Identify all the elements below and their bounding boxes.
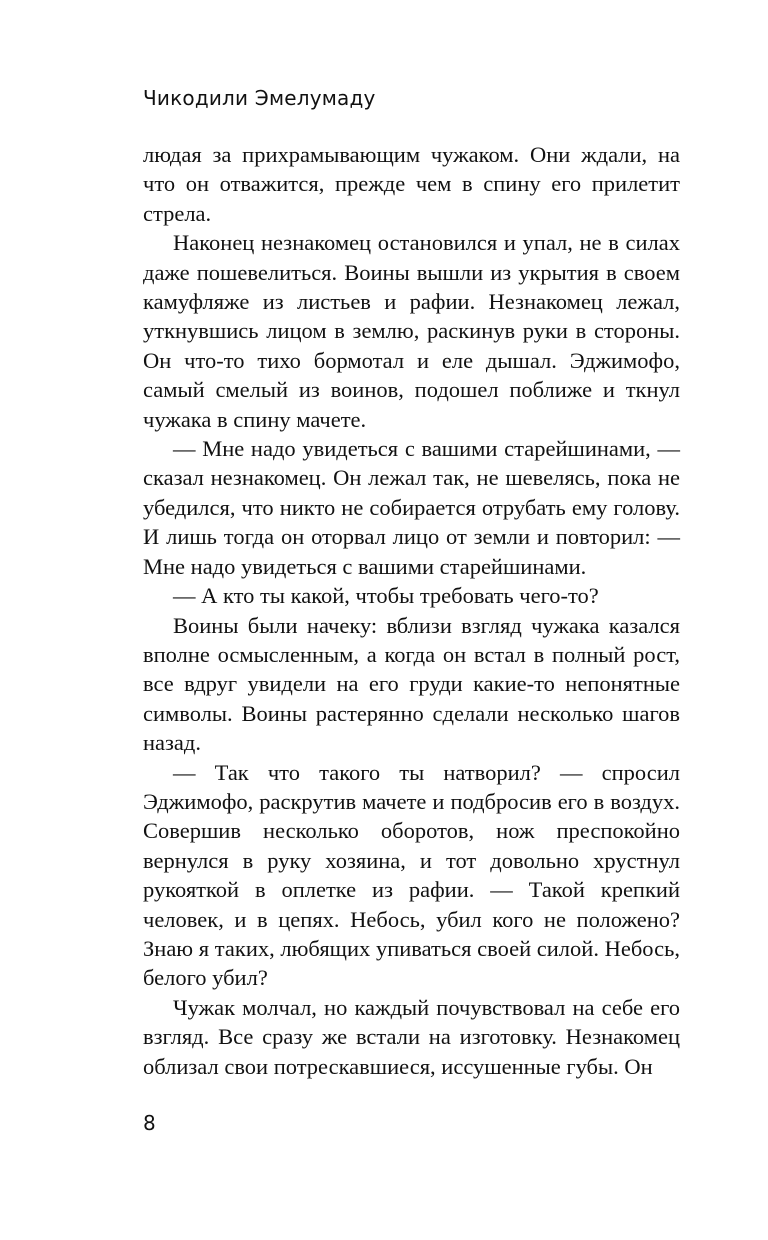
running-head-author: Чикодили Эмелумаду (143, 86, 376, 110)
paragraph-7: Чужак молчал, но каждый почувствовал на себе его взгляд. Все сразу же встали на изготовку. Незнакомец облизал свои потрескавшиеся, иссушенные губы. Он (143, 994, 680, 1079)
body-text (143, 140, 680, 1081)
page-number: 8 (143, 1111, 156, 1135)
paragraph-4: — А кто ты какой, чтобы требовать чего-то? (173, 583, 599, 609)
paragraph-5: Воины были начеку: вблизи взгляд чужака казался вполне осмысленным, а когда он встал в полный рост, все вдруг увидели на его груди какие-то непонятные символы. Воины растерянно сделали несколько шагов назад. (143, 612, 680, 756)
paragraph-2: Наконец незнакомец остановился и упал, не в силах даже пошевелиться. Воины вышли из укрытия в своем камуфляже из листьев и рафии. Незнакомец лежал, уткнувшись лицом в землю, раскинув руки в стороны. Он что-то тихо бормотал и еле дышал. Эджимофо, самый смелый из воинов, подошел поближе и ткнул чужака в спину мачете. (143, 230, 680, 432)
paragraph-3: — Мне надо увидеться с вашими старейшинами, — сказал незнакомец. Он лежал так, не шевелясь, пока не убедился, что никто не собирается отрубать ему голову. И лишь тогда он оторвал лицо от земли и повторил: — Мне надо увидеться с вашими старейшинами. (143, 436, 680, 579)
paragraph-6: — Так что такого ты натворил? — спросил Эджимофо, раскрутив мачете и подбросив его в воздух. Совершив несколько оборотов, нож преспокойно вернулся в руку хозяина, и тот довольно хрустнул рукояткой в оплетке из рафии. — Такой крепкий человек, и в цепях. Небось, убил кого не положено? Знаю я таких, любящих упиваться своей силой. Небось, белого убил? (143, 759, 680, 991)
paragraph-1: людая за прихрамывающим чужаком. Они ждали, на что он отважится, прежде чем в спину его прилетит стрела. (143, 142, 680, 226)
